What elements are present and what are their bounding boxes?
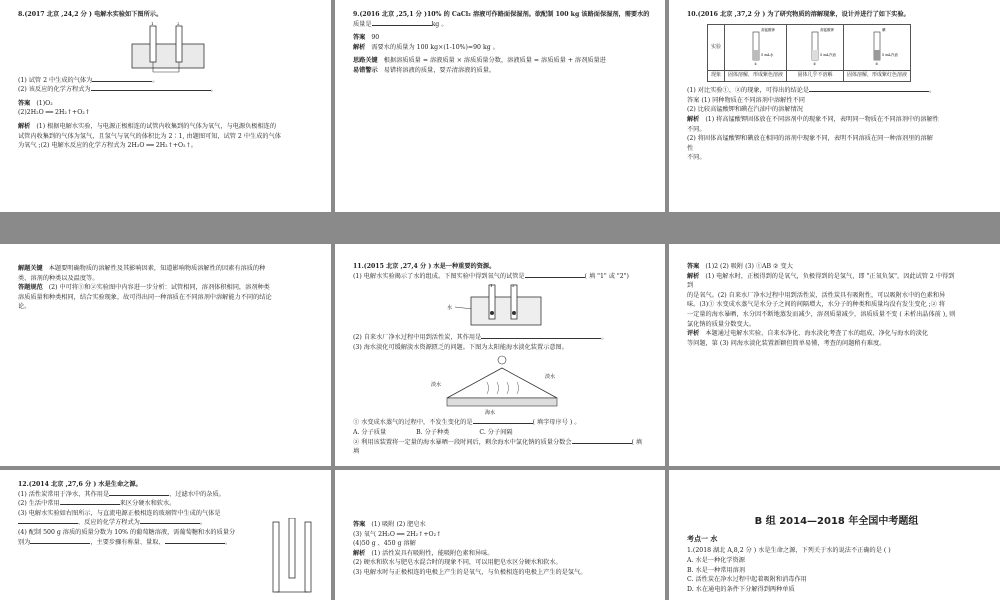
answer-blank <box>91 85 211 91</box>
electrolysis-hofmann-figure <box>267 518 317 600</box>
tube-1-label: 1 <box>150 21 154 26</box>
page-q10-notes <box>0 244 331 466</box>
fresh-water-label: 淡水 <box>431 382 442 389</box>
electrolysis-apparatus-figure <box>128 22 208 74</box>
warning-text: 易错将溶液的质量，要弄清溶液的质量。 <box>383 67 496 75</box>
phenomenon-cell: 固体几乎不溶解 <box>787 71 844 82</box>
question-title: 8.(2017 北京 ,24,2 分 ) 电解水实验如下图所示。 <box>18 11 163 18</box>
comment-text: 本题通过电解水实验、自来水净化、海水淡化考查了水的组成、净化与海水的淡化 <box>705 330 929 338</box>
solvent-label: 5 mL汽油 <box>820 52 837 57</box>
answer-value: (4)50 g 、450 g 溶解 <box>353 540 416 548</box>
analysis-line: 性 <box>687 144 694 152</box>
analysis-line: (3) 电解水时与正极相连的电极上产生的是氧气，与负极相连的电极上产生的是氢气。 <box>353 569 587 577</box>
option-c: C. 分子间隔 <box>479 429 513 437</box>
tube-2-label: 2 <box>176 21 180 26</box>
method-text: 溶质质量和种类相同，结合实验现象，故可得出同一种溶质在不同溶剂中溶解能力不同的结论 <box>18 293 272 301</box>
page-group-b <box>669 470 1000 600</box>
question-part-2: (2) 该反应的化学方程式为 <box>18 86 91 94</box>
test-tube-3-figure <box>852 26 902 66</box>
answer-blank <box>372 20 432 26</box>
electrolysis-apparatus-figure <box>447 283 557 331</box>
question-part-3b: ② 利用该装置将一定量的海水暴晒一段时间后，剩余海水中氯化钠的质量分数会 <box>353 438 572 446</box>
question-part-1: (1) 试管 2 中生成的气体为 <box>18 76 93 84</box>
solute-label: 高锰酸钾 <box>820 27 835 32</box>
solute-label: 碘 <box>882 27 886 32</box>
analysis-label: 解析 <box>353 549 366 557</box>
key-text: 根据溶质质量 = 溶液质量 × 溶质质量分数，溶液质量 = 溶质质量 + 溶剂质量进 <box>383 57 606 65</box>
answer-value: (1) 吸附 (2) 肥皂水 <box>371 521 426 528</box>
option-b: B. 水是一种常用溶剂 <box>687 566 745 574</box>
option-a: A. 分子质量 <box>353 429 387 437</box>
answer-blank <box>809 86 929 92</box>
phenomenon-cell: 固体溶解，形成紫红色溶液 <box>844 71 911 82</box>
page-q12: 12.(2014 北京 ,27,6 分 ) 水是生命之源。 (1) 活性炭常用于净水，其作用是 、过滤水中的杂质。 (2) 生活中常用 来区分硬水和软水。 (3) 电解水实验如右图所示，与直流电源正极相连的玻璃管中生成的气体是 ，反应的化学方程式为 。 (4) 配制 500 g 溶质的质量分数为 10% 的葡萄糖溶液，需葡萄糖和水的质量分 别为 ，主要步骤有称量、量取、 。 <box>0 470 331 600</box>
experiment-table <box>707 24 911 83</box>
answer-line: 答案 (1) 同种物质在不同溶剂中溶解性不同 <box>687 96 805 104</box>
question-part-1: (1) 对比实验①、②的现象，可得出的结论是 <box>687 87 810 95</box>
warning-label: 易错警示 <box>353 67 378 75</box>
answer-value: 90 <box>371 34 380 42</box>
row-header-experiment: 实验 <box>708 24 725 71</box>
analysis-line: (1) 电解水时，正极得到的是氧气，负极得到的是氢气，即 "正氧负氢"，因此试管 2 中得到 <box>705 272 955 280</box>
key-text: 本题要明确物质的溶解性及其影响因素，知道影响物质溶解性的因素有溶质的种 <box>48 265 266 272</box>
question-part-2: (2) 自来水厂净水过程中用到活性炭，其作用是 <box>353 334 482 342</box>
analysis-line: 试管内收集到的气体为氢气，且氢气与氧气的体积比为 2∶1, 由题图可知，试管 2 中生成的气体 <box>18 132 281 140</box>
question-part-4: (4) 配制 500 g 溶质的质量分数为 10% 的葡萄糖溶液，需葡萄糖和水的质量分 <box>18 529 236 537</box>
analysis-line: 味。(3)① 水变成水蒸气是水分子之间的间隔增大，水分子的种类和质量均没有发生变化 ;② 将 <box>687 301 946 309</box>
water-label: 水 <box>447 305 453 312</box>
page-q9 <box>335 0 665 212</box>
analysis-line: 氯化钠的质量分数变大。 <box>687 320 756 328</box>
unit-text: kg 。 <box>431 20 448 28</box>
test-tube-2-figure <box>790 26 840 66</box>
answer-value: (3) 氧气 2H₂O ══ 2H₂↑+O₂↑ <box>353 530 442 538</box>
question-hint: ( 填字母序号 ) 。 <box>532 419 581 427</box>
comment-text: 等问题，第 (3) 问海水淡化装置新颖但简单易懂，考查的问题稍有难度。 <box>687 339 886 347</box>
experiment-number: ② <box>813 61 817 66</box>
answer-1: (1)O₂ <box>36 99 53 107</box>
answer-2: (2)2H₂O ══ 2H₂↑+O₂↑ <box>18 109 90 117</box>
answer-blank <box>18 518 78 524</box>
key-label: 思路关键 <box>353 57 378 65</box>
analysis-label: 解析 <box>353 43 366 51</box>
analysis-label: 解析 <box>687 115 700 123</box>
page-q11-answer <box>669 244 1000 466</box>
analysis-label: 解析 <box>687 272 700 280</box>
answer-label: 答案 <box>353 521 366 528</box>
analysis-line: 到 <box>687 282 694 290</box>
topic-heading: 考点一 水 <box>687 534 718 543</box>
analysis-line: (1) 将高锰酸钾固体放在不同溶剂中的现象不同，表明同一物质在不同溶剂中的溶解性 <box>705 115 939 123</box>
option-b: B. 分子种类 <box>416 429 450 437</box>
question-part-3: (3) 海水淡化可缓解淡水资源匮乏的问题。下图为太阳能海水淡化装置示意图。 <box>353 343 568 351</box>
answer-label: 答案 <box>687 263 700 270</box>
page-q8: 8.(2017 北京 ,24,2 分 ) 电解水实验如下图所示。 1 2 (1) 试管 2 中生成的气体为 。 (2) 该反应的化学方程式为 。 答案 (1)O₂ (2)2H₂O ══ 2H₂↑+O₂↑ 解析 (1) 根据电解水实验，与电源正极相连的试管内收集到的气体为氧气，与电源负极相连的 试管内收集到的气体为氢气，且氢气与氧气的体积比为 2∶1, 由题图可知，试管 2 中生成的气体 为氧气 ;(2) 电解水反应的化学方程式为 2H₂O ══ 2H₂↑+O₂↑。 <box>0 0 331 212</box>
question-title-cont: 质量是 <box>353 20 372 28</box>
experiment-number: ③ <box>875 61 879 66</box>
analysis-line: (2) 将固体高锰酸钾和碘放在相同的溶剂中现象不同，表明不同溶质在同一种溶剂里的溶解 <box>687 135 933 143</box>
solar-desalination-figure <box>427 354 577 416</box>
answer-blank <box>165 538 225 544</box>
answer-blank <box>572 438 632 444</box>
question-part-3: (3) 电解水实验如右图所示，与直流电源正极相连的玻璃管中生成的气体是 <box>18 509 221 517</box>
answer-blank <box>109 490 169 496</box>
analysis-line: 需要水的质量为 100 kg×(1-10%)=90 kg 。 <box>371 43 499 51</box>
solvent-label: 5 mL水 <box>760 52 773 57</box>
question-part-2: (2) 生活中常用 <box>18 500 60 508</box>
method-label: 答题规范 <box>18 284 43 292</box>
question-hint-cont: 填 <box>353 448 360 456</box>
sea-water-label: 海水 <box>485 410 496 417</box>
answer-blank <box>30 538 90 544</box>
analysis-line: 不同。 <box>687 154 706 162</box>
tube-2-label: 2 <box>512 283 515 289</box>
analysis-line: 不同。 <box>687 125 706 133</box>
comment-label: 评析 <box>687 330 700 338</box>
analysis-line: (1) 活性炭具有吸附性，能吸附色素和异味。 <box>371 549 494 557</box>
answer-blank <box>525 272 585 278</box>
analysis-line: 的是氧气。(2) 自来水厂净水过程中用到活性炭，活性炭具有吸附性，可以吸附水中的色素和异 <box>687 291 946 299</box>
question-part-1: (1) 电解水实验揭示了水的组成。下图实验中得到氧气的试管是 <box>353 272 525 280</box>
page-q11: 11.(2015 北京 ,27,4 分 ) 水是一种重要的资源。 (1) 电解水实验揭示了水的组成。下图实验中得到氧气的试管是 ( 填 "1" 或 "2") 水 1 2 (2) 自来水厂净水过程中用到活性炭，其作用是 。 (3) 海水淡化可缓解淡水资源匮乏的问题。下图为太阳能海水淡化装置示意图。 淡水 淡水 海水 ① 水变成水蒸气的过程中，不发生变化的是 ( 填字母序号 ) 。 A. 分子质量 B. 分子种类 C. 分子间隔 ② 利用该装置将一定量的海水暴晒一段时间后，剩余海水中氯化钠的质量分数会 ( 填 填 <box>335 244 665 466</box>
option-d: D. 水在通电的条件下分解得到两种单质 <box>687 585 795 593</box>
method-text: (2) 中可将①和②实验图中内容进一步分析：试管相同，溶剂体积相同，溶剂种类 <box>48 284 270 292</box>
option-c: C. 活性炭在净水过程中起着吸附和消毒作用 <box>687 576 807 584</box>
analysis-label: 解析 <box>18 123 31 131</box>
key-text: 类、溶剂的种类以及温度等。 <box>18 274 99 282</box>
question-part-1: (1) 活性炭常用于净水，其作用是 <box>18 490 110 498</box>
analysis-line: (2) 硬水和软水与肥皂水混合时的现象不同，可以用肥皂水区分硬水和软水。 <box>353 559 562 567</box>
analysis-line: (1) 根据电解水实验，与电源正极相连的试管内收集到的气体为氧气，与电源负极相连的 <box>36 123 277 131</box>
answer-label: 答案 <box>18 99 31 107</box>
solvent-label: 5 mL汽油 <box>882 52 899 57</box>
page-q10: 10.(2016 北京 ,37,2 分 ) 为了研究物质的溶解现象，设计并进行了如下实验。 实验 高锰酸钾 5 mL水 ① 高锰酸钾 5 mL汽油 ② 碘 5 mL汽油 ③ 现象 固体溶解，形成紫色溶液 固体几乎不溶解 固体溶解，形成紫红色溶液 (1) 对比实验①、②的现象，可得出的结论是 。 答案 (1) 同种物质在不同溶剂中溶解性不同 (2) 比较高锰酸钾和碘在汽油中的溶解情况 解析 (1) 将高锰酸钾固体放在不同溶剂中的现象不同，表明同一物质在不同溶剂中的溶解性 不同。 (2) 将固体高锰酸钾和碘放在相同的溶剂中现象不同，表明不同溶质在同一种溶剂里的溶解 性 不同。 <box>669 0 1000 212</box>
analysis-line: 一定量的海水暴晒，水分因不断地蒸发而减少，溶剂质量减少，溶质质量不变 ( 未析出晶体前 ), 则 <box>687 311 956 319</box>
group-title: B 组 2014—2018 年全国中考题组 <box>754 516 919 527</box>
answer-label: 答案 <box>353 34 366 42</box>
answer-blank <box>473 418 533 424</box>
phenomenon-cell: 固体溶解，形成紫色溶液 <box>725 71 787 82</box>
key-label: 解题关键 <box>18 265 43 272</box>
fresh-water-label-2: 淡水 <box>545 374 556 381</box>
question-hint: ( 填 "1" 或 "2") <box>584 272 629 280</box>
answer-blank <box>92 76 152 82</box>
experiment-number: ① <box>753 61 757 66</box>
question-title: 11.(2015 北京 ,27,4 分 ) 水是一种重要的资源。 <box>353 263 496 270</box>
page-q12-answer <box>335 470 665 600</box>
answer-blank <box>140 518 200 524</box>
question-hint: ( 填 <box>631 438 643 446</box>
question-title: 12.(2014 北京 ,27,6 分 ) 水是生命之源。 <box>18 481 142 488</box>
analysis-line: 为氧气 ;(2) 电解水反应的化学方程式为 2H₂O ══ 2H₂↑+O₂↑。 <box>18 142 197 150</box>
option-a: A. 水是一种化学资源 <box>687 556 745 564</box>
question-title: 9.(2016 北京 ,25,1 分 )10% 的 CaCl₂ 溶液可作路面保湿剂。欲配制 100 kg 该路面保湿剂，需要水的 <box>353 11 650 18</box>
question-title: 1.(2018 湖北 A,8,2 分 ) 水是生命之源，下列关于水的说法不正确的是 ( ) <box>687 547 891 555</box>
method-text: 论。 <box>18 303 31 311</box>
answer-blank <box>481 333 601 339</box>
test-tube-1-figure <box>731 26 781 66</box>
solute-label: 高锰酸钾 <box>760 27 775 32</box>
answer-value: (1)2 (2) 吸附 (3) ①AB ② 变大 <box>705 263 793 270</box>
row-header-phenomenon: 现象 <box>708 71 725 82</box>
question-title: 10.(2016 北京 ,37,2 分 ) 为了研究物质的溶解现象，设计并进行了如下实验。 <box>687 11 910 18</box>
answer-blank <box>60 499 120 505</box>
question-part-3a: ① 水变成水蒸气的过程中，不发生变化的是 <box>353 419 473 427</box>
question-part-2: (2) 比较高锰酸钾和碘在汽油中的溶解情况 <box>687 106 803 114</box>
tube-1-label: 1 <box>490 283 493 289</box>
